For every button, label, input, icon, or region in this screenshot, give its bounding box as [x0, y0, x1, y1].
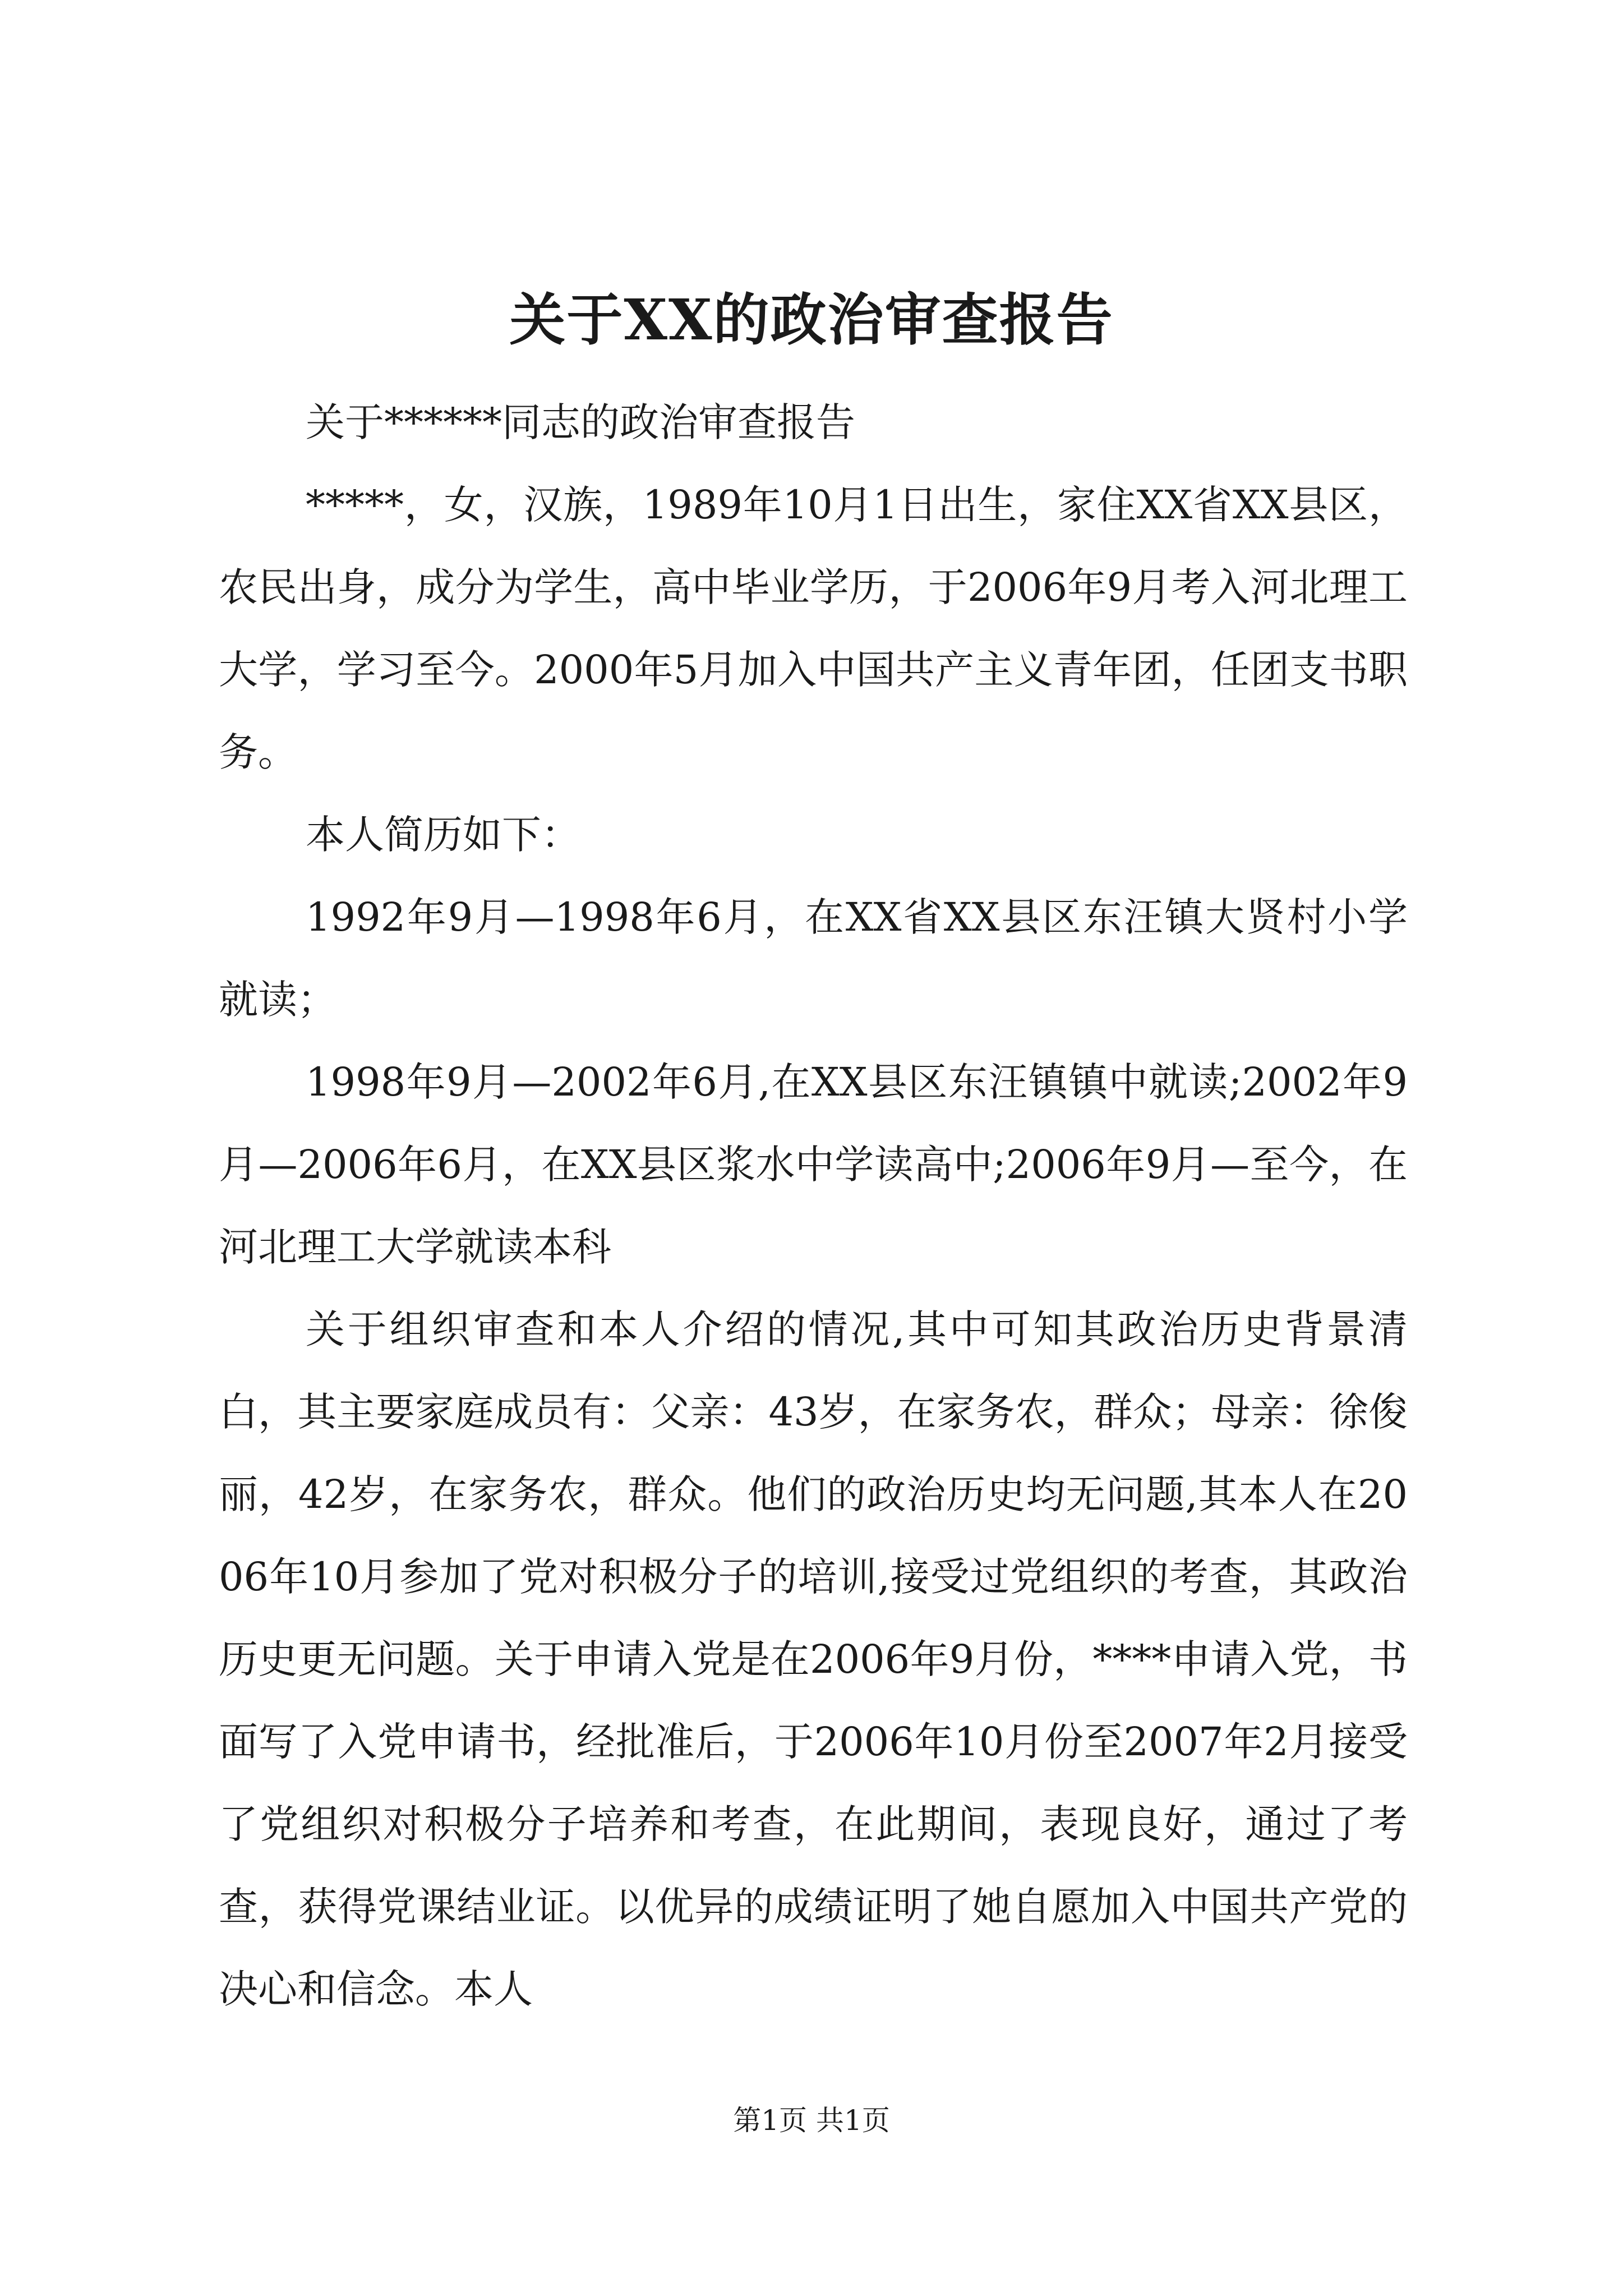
review-paragraph: 关于组织审查和本人介绍的情况,其中可知其政治历史背景清白，其主要家庭成员有：父亲：43岁，在家务农，群众；母亲：徐俊丽，42岁，在家务农，群众。他们的政治历史均无问题,其本人在2006年10月参加了党对积极分子的培训,接受过党组织的考查，其政治历史更无问题。关于申请入党是在2006年9月份，****申请入党，书面写了入党申请书，经批准后，于2006年10月份至2007年2月接受了党组织对积极分子培养和考查，在此期间，表现良好，通过了考查，获得党课结业证。以优异的成绩证明了她自愿加入中国共产党的决心和信念。本人 — [219, 1306, 1408, 2012]
resume-heading-paragraph: 本人简历如下： — [306, 812, 580, 858]
resume-entry-paragraph: 1998年9月—2002年6月,在XX县区东汪镇镇中就读;2002年9月—2006年6月，在XX县区浆水中学读高中;2006年9月—至今，在河北理工大学就读本科 — [219, 1059, 1408, 1270]
page-footer: 第1页 共1页 — [733, 2104, 890, 2137]
document-title: 关于XX的政治审查报告 — [509, 287, 1114, 353]
resume-entry-paragraph: 1992年9月—1998年6月，在XX省XX县区东汪镇大贤村小学就读； — [219, 894, 1408, 1023]
subtitle-paragraph: 关于******同志的政治审查报告 — [306, 399, 855, 445]
personal-info-paragraph: *****，女，汉族，1989年10月1日出生，家住XX省XX县区，农民出身，成分为学生，高中毕业学历，于2006年9月考入河北理工大学，学习至今。2000年5月加入中国共产主义青年团，任团支书职务。 — [219, 482, 1408, 775]
document-body — [219, 381, 1408, 2031]
